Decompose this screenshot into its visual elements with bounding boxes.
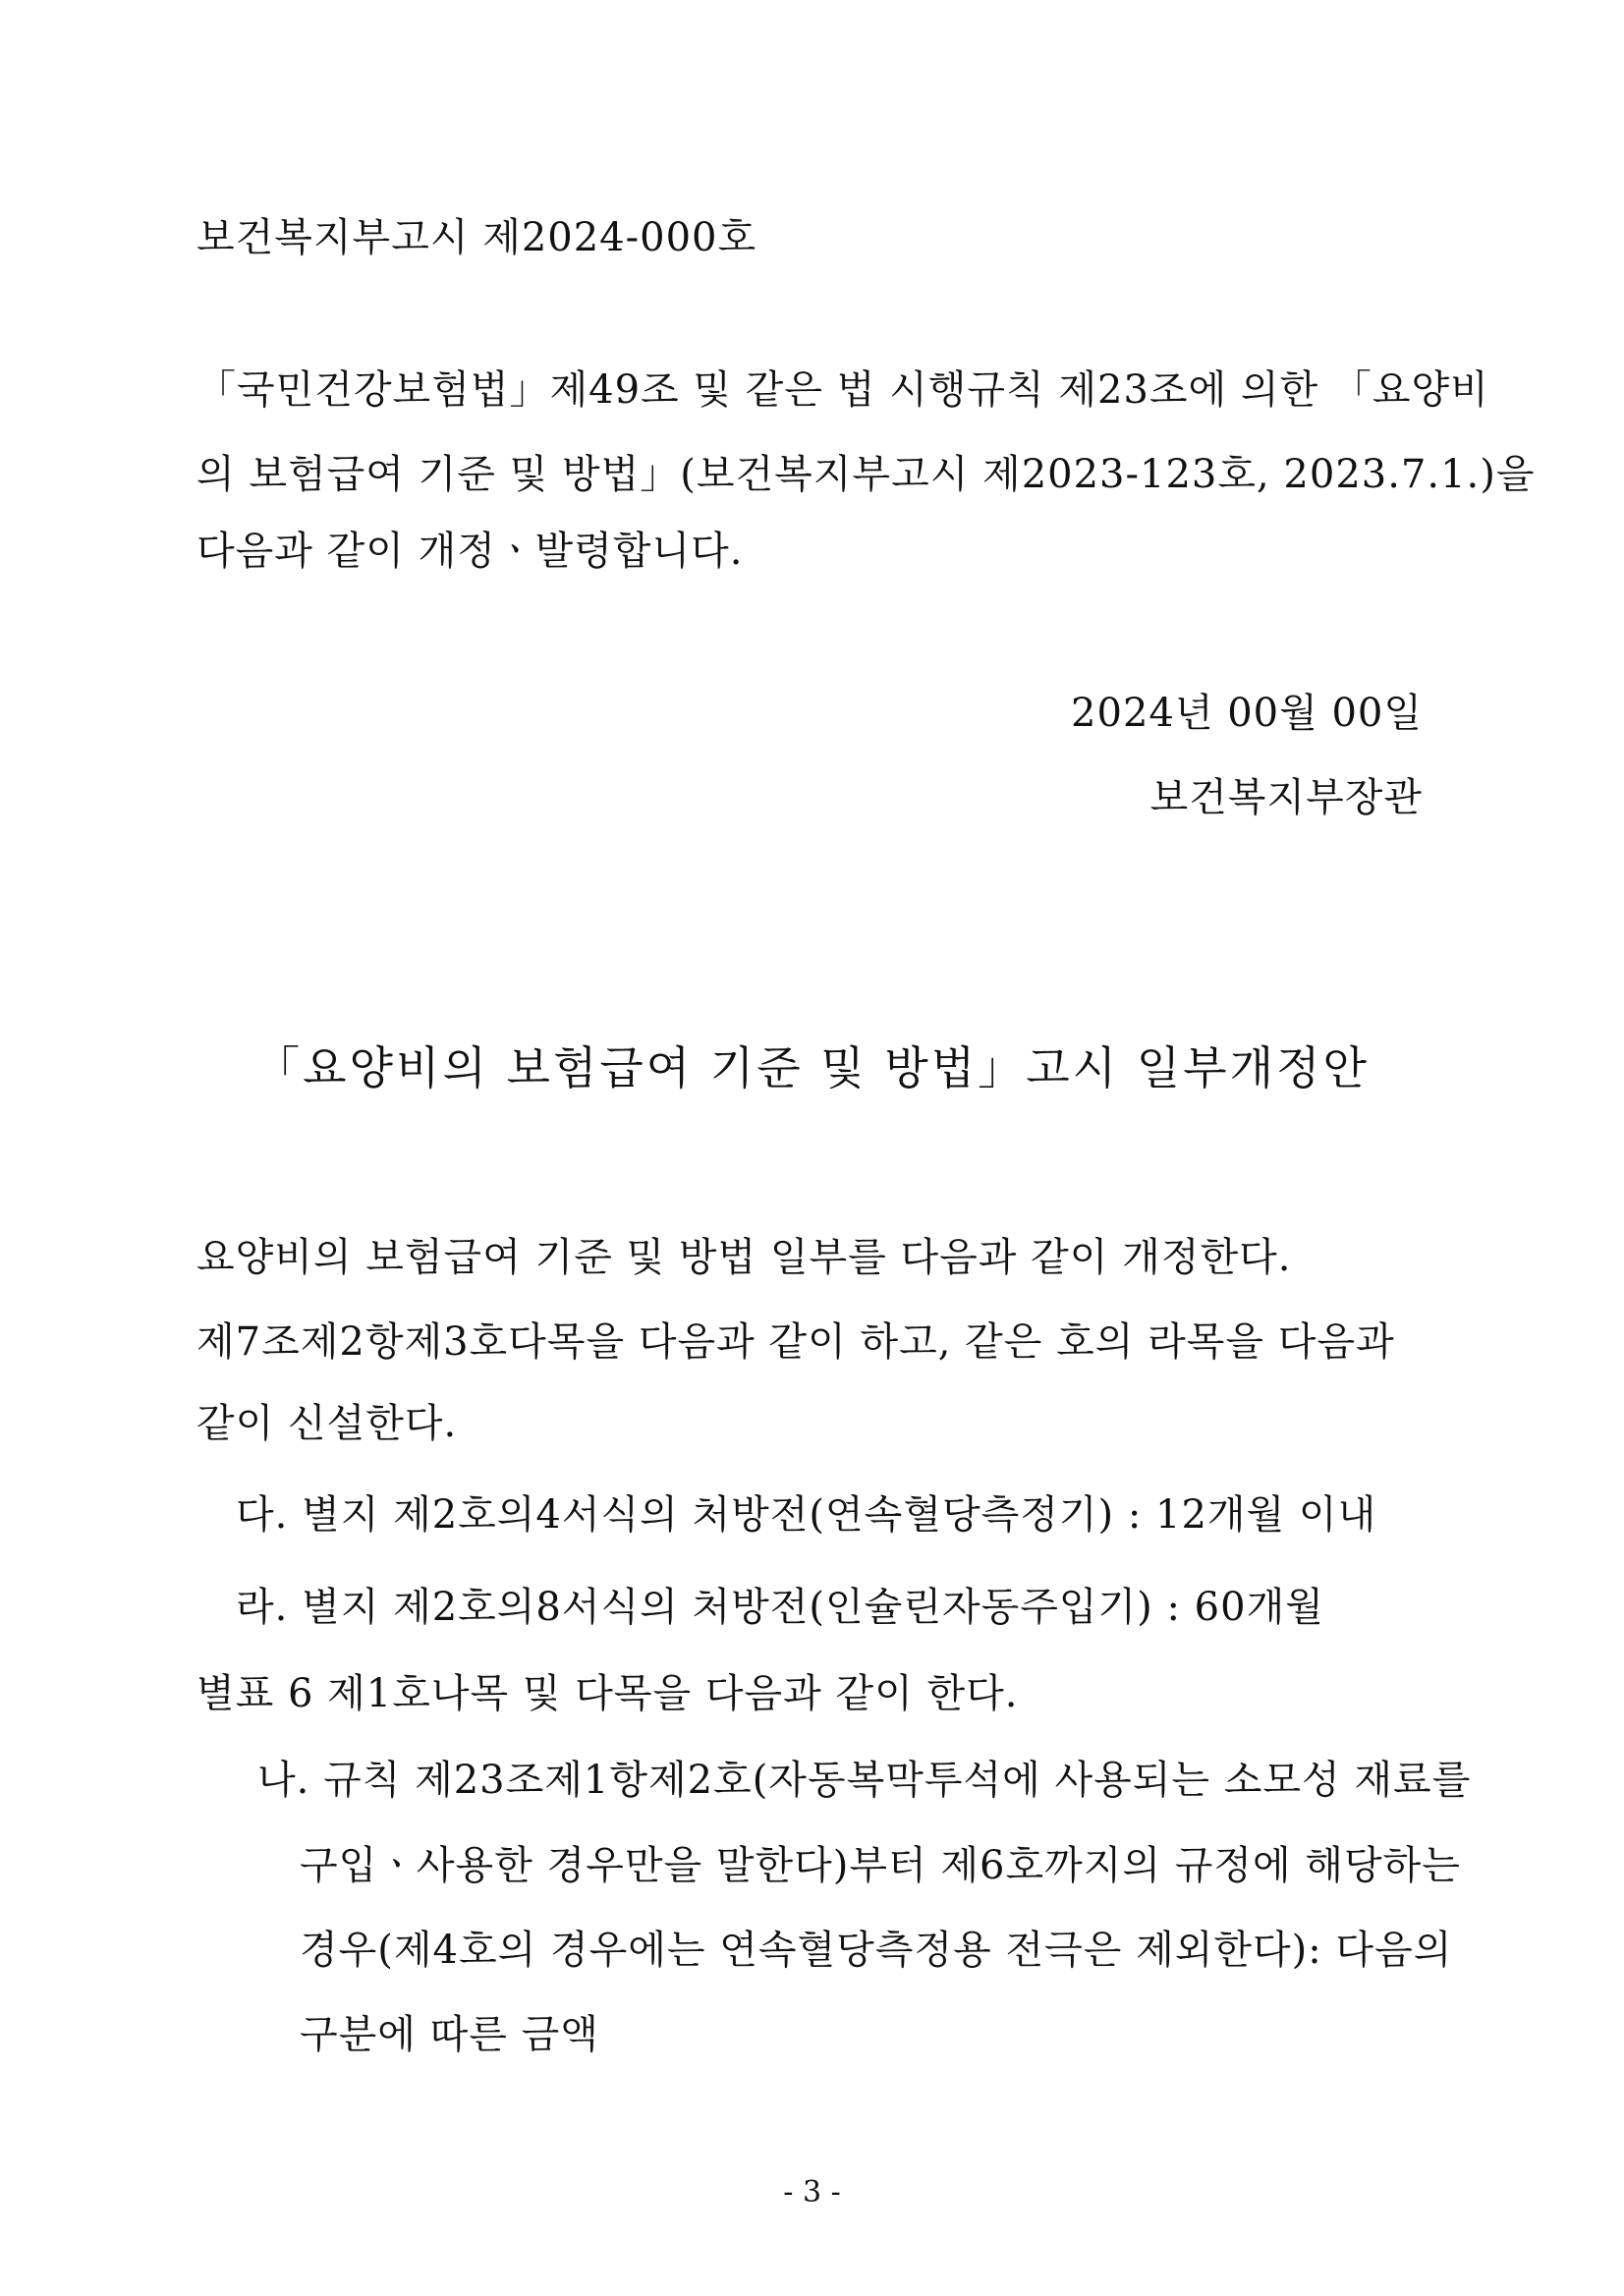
notice-number: 보건복지부고시 제2024-000호: [196, 215, 757, 260]
body-intro: 요양비의 보험급여 기준 및 방법 일부를 다음과 같이 개정한다.: [196, 1235, 1292, 1280]
preamble-line-2: 의 보험급여 기준 및 방법」(보건복지부고시 제2023-123호, 2023.7.1.)을: [196, 452, 1536, 497]
preamble-line-3: 다음과 같이 개정ㆍ발령합니다.: [196, 529, 744, 574]
amendment-title: 「요양비의 보험급여 기준 및 방법」고시 일부개정안: [254, 1041, 1370, 1094]
item-na-line-2: 구입ㆍ사용한 경우만을 말한다)부터 제6호까지의 규정에 해당하는: [300, 1843, 1461, 1888]
preamble-line-1: 「국민건강보험법」제49조 및 같은 법 시행규칙 제23조에 의한 「요양비: [196, 367, 1489, 413]
item-ra: 라. 별지 제2호의8서식의 처방전(인슐린자동주입기) : 60개월: [236, 1585, 1324, 1630]
item-da: 다. 별지 제2호의4서식의 처방전(연속혈당측정기) : 12개월 이내: [236, 1492, 1377, 1538]
item-na-line-3: 경우(제4호의 경우에는 연속혈당측정용 전극은 제외한다): 다음의: [300, 1928, 1453, 1973]
page-number: - 3 -: [783, 2175, 841, 2210]
item-na-line-1: 나. 규칙 제23조제1항제2호(자동복막투석에 사용되는 소모성 재료를: [257, 1758, 1472, 1803]
article7-line-1: 제7조제2항제3호다목을 다음과 같이 하고, 같은 호의 라목을 다음과: [196, 1319, 1395, 1365]
issue-date: 2024년 00월 00일: [1071, 691, 1423, 736]
issuer: 보건복지부장관: [1149, 775, 1423, 820]
item-na-line-4: 구분에 따른 금액: [300, 2012, 599, 2057]
table6-statement: 별표 6 제1호나목 및 다목을 다음과 같이 한다.: [196, 1671, 1019, 1716]
article7-line-2: 같이 신설한다.: [196, 1401, 458, 1446]
